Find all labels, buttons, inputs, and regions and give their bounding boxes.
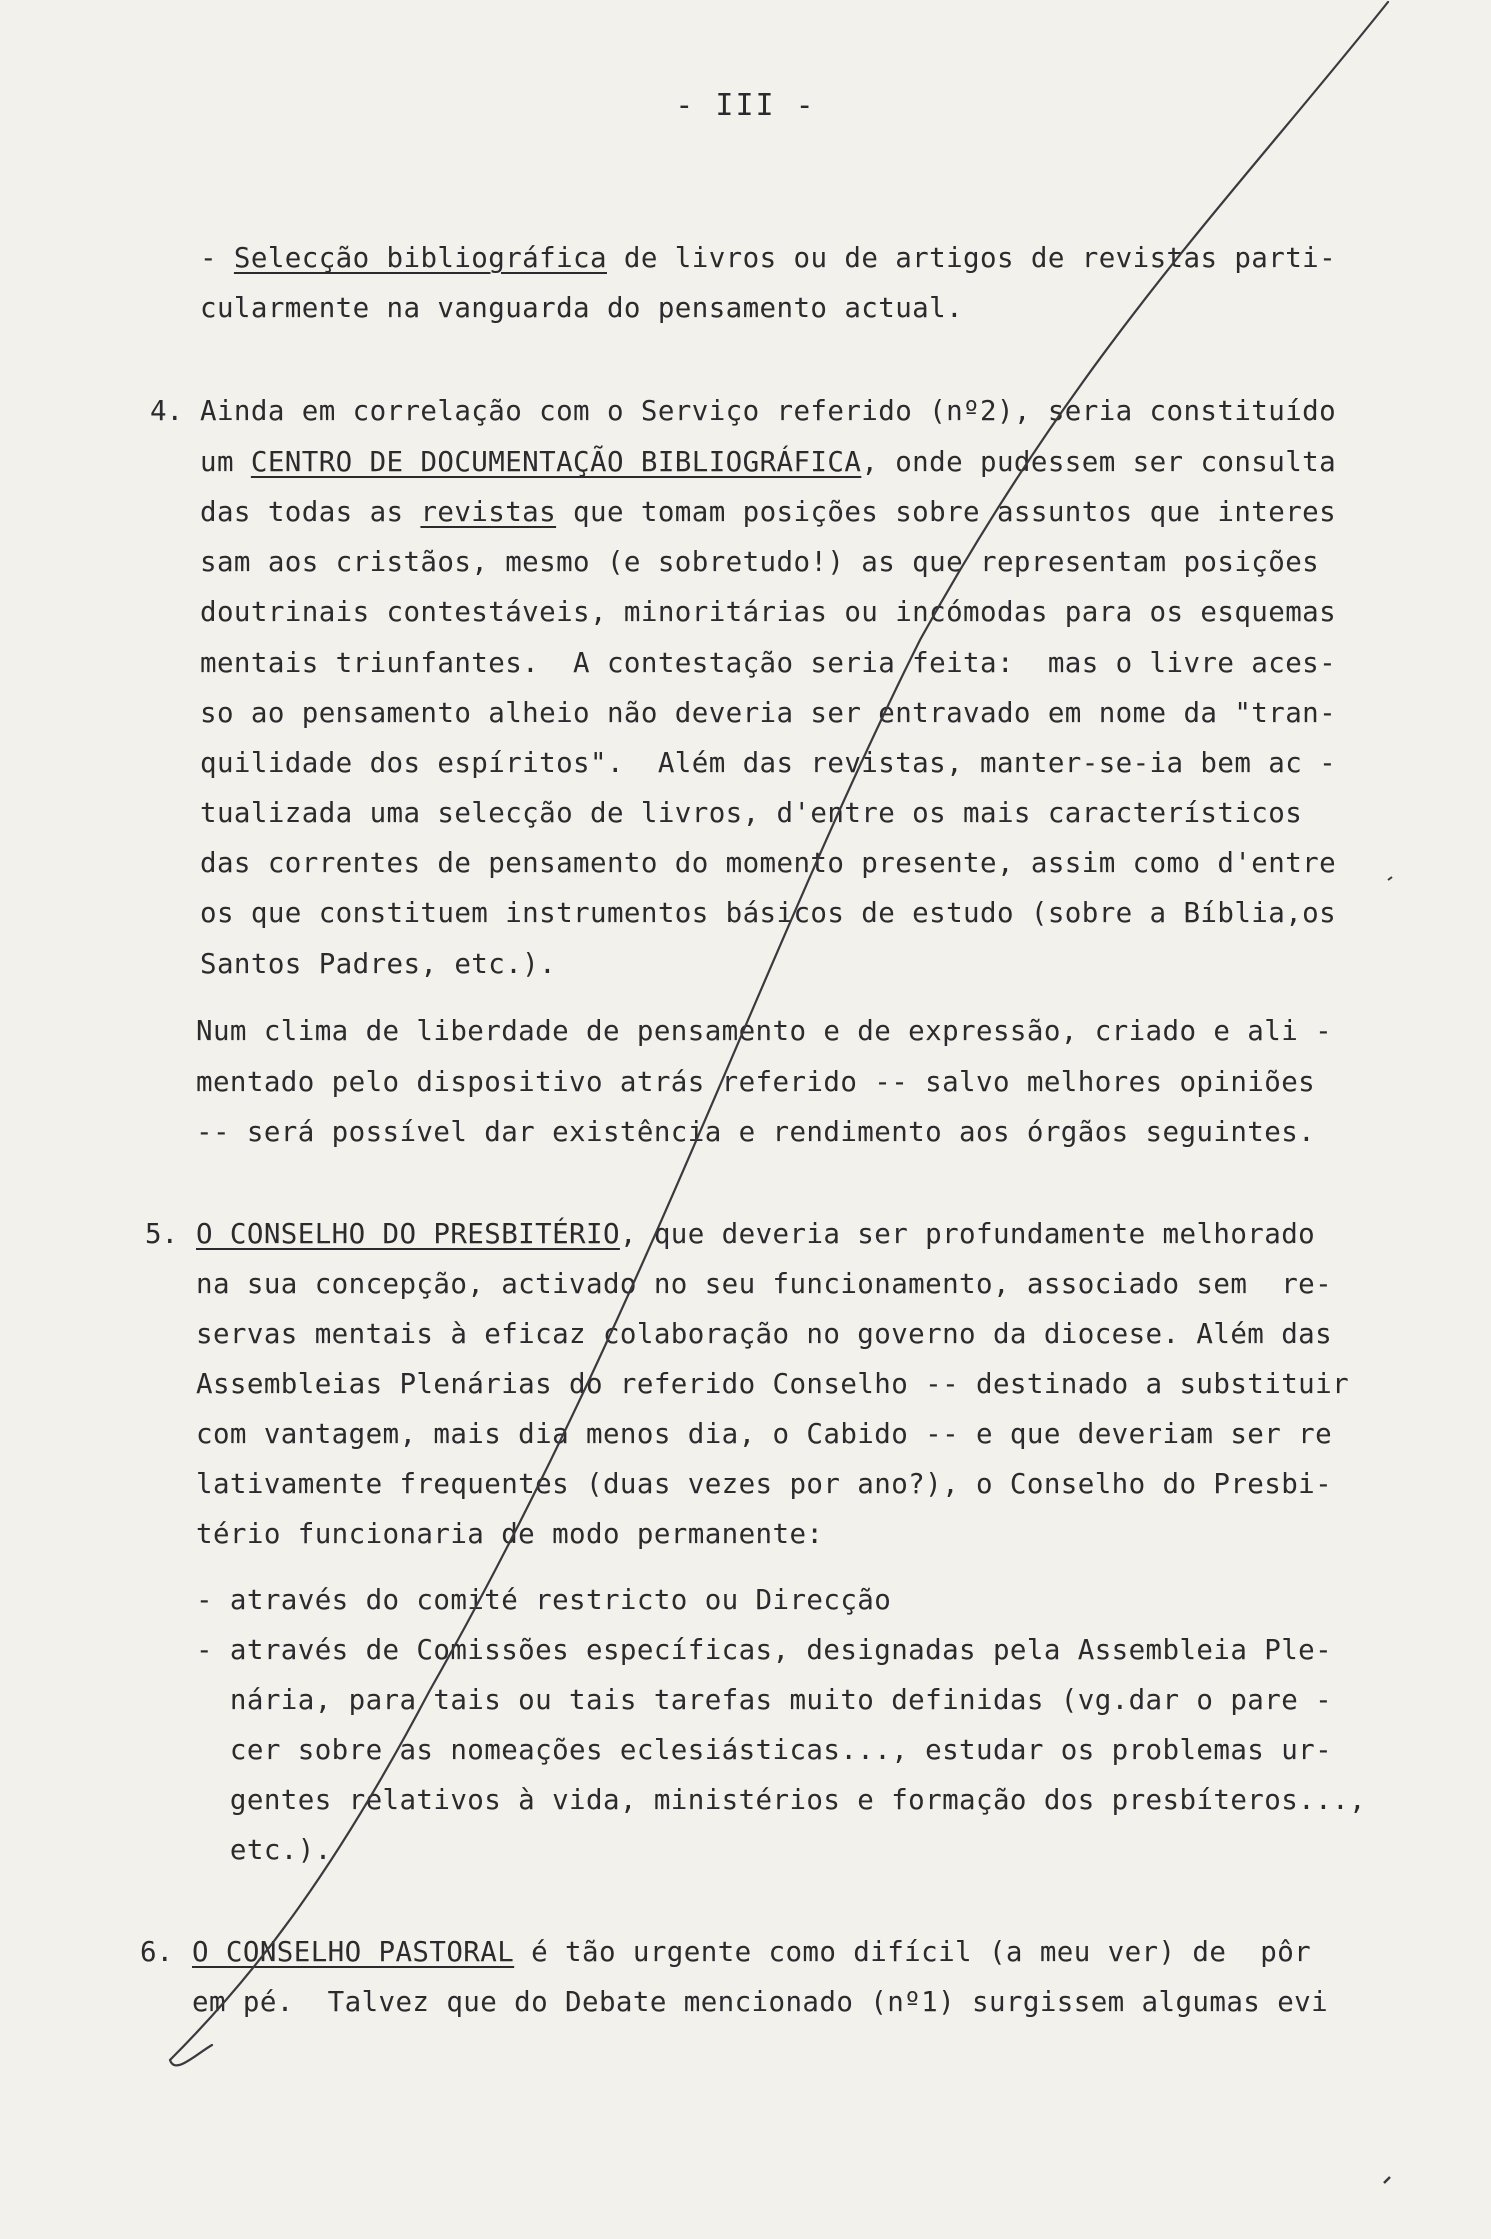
item-6-line-1-rest: é tão urgente como difícil (a meu ver) de pôr: [514, 1936, 1312, 1968]
page-number: - III -: [675, 88, 816, 123]
intro-line-2: cularmente na vanguarda do pensamento actual.: [200, 292, 964, 324]
climate-line: mentado pelo dispositivo atrás referido -- salvo melhores opiniões: [196, 1066, 1316, 1098]
item-5-line-1: [196, 1218, 1315, 1250]
item-5-bullet: - através de Comissões específicas, designadas pela Assembleia Ple-: [196, 1634, 1333, 1666]
intro-dash: -: [200, 242, 234, 274]
item-5-line: na sua concepção, activado no seu funcionamento, associado sem re-: [196, 1268, 1333, 1300]
item-5-bullet: nária, para tais ou tais tarefas muito definidas (vg.dar o pare -: [196, 1684, 1333, 1716]
item-5-line: lativamente frequentes (duas vezes por ano?), o Conselho do Presbi-: [196, 1468, 1333, 1500]
intro-line-1-rest: de livros ou de artigos de revistas parti-: [606, 242, 1337, 274]
item-5-bullet: cer sobre as nomeações eclesiásticas..., estudar os problemas ur-: [196, 1734, 1333, 1766]
item-5-line-1-rest: , que deveria ser profundamente melhorado: [619, 1218, 1316, 1250]
item-5-bullet: - através do comité restricto ou Direcção: [196, 1584, 892, 1616]
item-5-bullet: etc.).: [196, 1834, 332, 1866]
item-4-line-1: Ainda em correlação com o Serviço referido (nº2), seria constituído: [200, 395, 1337, 427]
item-4-underlined-title: CENTRO DE DOCUMENTAÇÃO BIBLIOGRÁFICA: [250, 446, 862, 478]
item-5-bullet: gentes relativos à vida, ministérios e formação dos presbíteros...,: [196, 1784, 1366, 1816]
item-5-line: com vantagem, mais dia menos dia, o Cabido -- e que deveriam ser re: [196, 1418, 1333, 1450]
item-4-line: tualizada uma selecção de livros, d'entre os mais característicos: [200, 797, 1303, 829]
item-4-line: quilidade dos espíritos". Além das revistas, manter-se-ia bem ac -: [200, 747, 1337, 779]
intro-underlined-term: Selecção bibliográfica: [233, 242, 607, 274]
item-6-underlined-title: O CONSELHO PASTORAL: [192, 1936, 515, 1968]
item-4-line-3-prefix: das todas as: [200, 496, 421, 528]
item-4-line: das correntes de pensamento do momento presente, assim como d'entre: [200, 847, 1337, 879]
item-4-line: os que constituem instrumentos básicos de estudo (sobre a Bíblia,os: [200, 897, 1337, 929]
item-4-line: doutrinais contestáveis, minoritárias ou incómodas para os esquemas: [200, 596, 1337, 628]
item-4-line: sam aos cristãos, mesmo (e sobretudo!) as que representam posições: [200, 546, 1320, 578]
item-5-line: tério funcionaria de modo permanente:: [196, 1518, 824, 1550]
item-4-underlined-term: revistas: [420, 496, 557, 528]
item-6-line-2: em pé. Talvez que do Debate mencionado (nº1) surgissem algumas evi: [192, 1986, 1329, 2018]
item-4-line: so ao pensamento alheio não deveria ser entravado em nome da "tran-: [200, 697, 1337, 729]
item-5-underlined-title: O CONSELHO DO PRESBITÉRIO: [196, 1218, 620, 1250]
item-4-line-2-rest: , onde pudessem ser consulta: [861, 446, 1337, 478]
item-6-number: 6.: [140, 1936, 174, 1968]
item-5-number: 5.: [145, 1218, 179, 1250]
item-4-line: Santos Padres, etc.).: [200, 948, 557, 980]
item-4-number: 4.: [150, 395, 184, 427]
item-4-line-2-prefix: um: [200, 446, 251, 478]
climate-line: Num clima de liberdade de pensamento e de expressão, criado e ali -: [196, 1015, 1333, 1047]
item-4-line: mentais triunfantes. A contestação seria feita: mas o livre aces-: [200, 647, 1337, 679]
climate-line: -- será possível dar existência e rendimento aos órgãos seguintes.: [196, 1116, 1316, 1148]
item-5-line: Assembleias Plenárias do referido Conselho -- destinado a substituir: [196, 1368, 1350, 1400]
item-6-line-1: [192, 1936, 1311, 1968]
item-4-line-3-rest: que tomam posições sobre assuntos que interes: [556, 496, 1337, 528]
item-4-line-3: [200, 496, 1336, 528]
item-4-line-2: [200, 446, 1336, 478]
item-5-line: servas mentais à eficaz colaboração no governo da diocese. Além das: [196, 1318, 1333, 1350]
intro-line-1: [200, 242, 1336, 274]
